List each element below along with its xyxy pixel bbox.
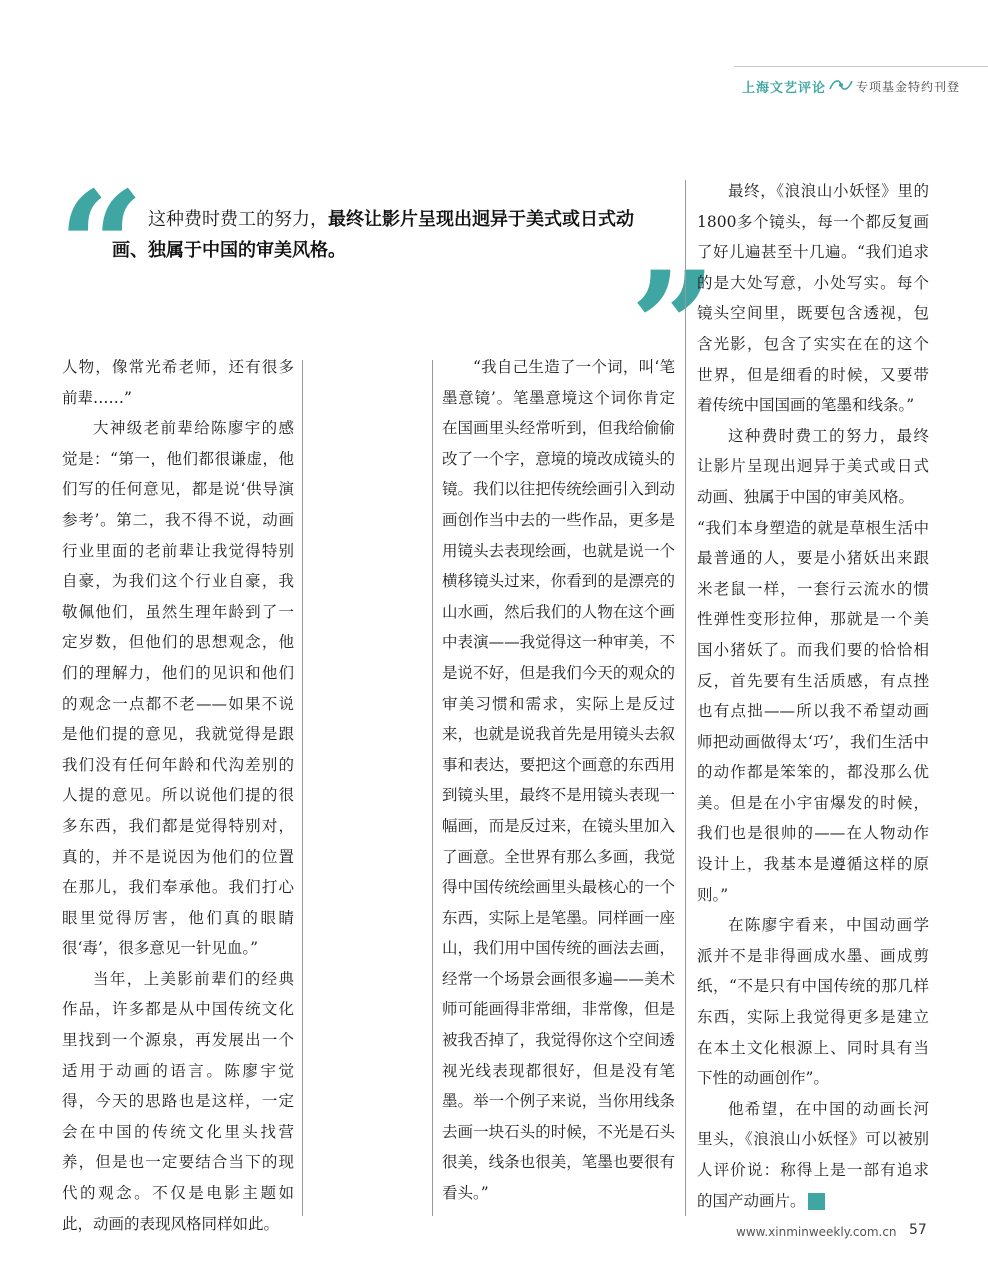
sponsor-brand: 上海文艺评论 bbox=[742, 81, 827, 96]
column-rule-middle bbox=[432, 360, 433, 1216]
close-quote-icon: ” bbox=[630, 239, 717, 415]
article-column-1 bbox=[62, 352, 294, 1239]
column-rule-right bbox=[685, 180, 686, 1216]
paragraph: 这种费时费工的努力，最终让影片呈现出迥异于美式或日式动画、独属于中国的审美风格。 bbox=[697, 426, 929, 506]
paragraph: 在陈廖宇看来，中国动画学派并不是非得画成水墨、画成剪纸，“不是只有中国传统的那几样东西，实际上我觉得更多是建立在本土文化根源上、同时具有当下性的动画创作”。 bbox=[697, 916, 929, 1088]
pull-quote-bold: 最终让影片呈现出迥异于美式或日式动画、独属于中国的审美风格。 bbox=[112, 209, 634, 261]
article-column-3 bbox=[697, 176, 929, 1216]
paragraph: “我自己生造了一个词，叫‘笔墨意镜’。笔墨意境这个词你肯定在国画里头经常听到，但我给偷偷改了一个字，意境的境改成镜头的镜。我们以往把传统绘画引入到动画创作当中去的一些作品，更多是用镜头去表现绘画，也就是说一个横移镜头过来，你看到的是漂亮的山水画，然后我们的人物在这个画中表演——我觉得这一种审美，不是说不好，但是我们今天的观众的审美习惯和需求，实际上是反过来，也就是说我首先是用镜头去叙事和表达，要把这个画意的东西用到镜头里，最终不是用镜头表现一幅画，而是反过来，在镜头里加入了画意。全世界有那么多画，我觉得中国传统绘画里头最核心的一个东西，实际上是笔墨。同样画一座山，我们用中国传统的画法去画，经常一个场景会画很多遍——美术师可能画得非常细，非常像，但是被我否掉了，我觉得你这个空间透视光线表现都很好，但是没有笔墨。举一个例子来说，当你用线条去画一块石头的时候，不光是石头很美，线条也很美，笔墨也要很有看头。” bbox=[442, 358, 675, 1203]
paragraph: 当年，上美影前辈们的经典作品，许多都是从中国传统文化里找到一个源泉，再发展出一个适用于动画的语言。陈廖宇觉得，今天的思路也是这样，一定会在中国的传统文化里头找营养，但是也一定要结合当下的现代的观念。不仅是电影主题如此，动画的表现风格同样如此。 bbox=[62, 969, 294, 1233]
footer-url: www.xinminweekly.com.cn bbox=[736, 1225, 897, 1239]
page-number: 57 bbox=[909, 1222, 927, 1238]
open-quote-icon: “ bbox=[58, 159, 145, 335]
column-rule-left bbox=[302, 360, 303, 1216]
sponsor-note: 专项基金特约刊登 bbox=[856, 80, 961, 94]
pull-quote bbox=[112, 204, 652, 266]
paragraph: 大神级老前辈给陈廖宇的感觉是：“第一，他们都很谦虚，他们写的任何意见，都是说‘供导演参考’。第二，我不得不说，动画行业里面的老前辈让我觉得特别自豪，为我们这个行业自豪，我敬佩他们，虽然生理年龄到了一定岁数，但他们的思想观念，他们的理解力，他们的见识和他们的观念一点都不老——如果不说是他们提的意见，我就觉得是跟我们没有任何年龄和代沟差别的人提的意见。所以说他们提的很多东西，我们都是觉得特别对，真的，并不是说因为他们的位置在那儿，我们奉承他。我们打心眼里觉得厉害，他们真的眼睛很‘毒’，很多意见一针见血。” bbox=[62, 419, 294, 958]
end-mark-icon: 民 bbox=[808, 1193, 825, 1210]
paragraph: 最终，《浪浪山小妖怪》里的1800多个镜头，每一个都反复画了好儿遍甚至十几遍。“我们追求的是大处写意，小处写实。每个镜头空间里，既要包含透视，包含光影，包含了实实在在的这个世界，但是细看的时候，又要带着传统中国国画的笔墨和线条。” bbox=[697, 182, 929, 415]
paragraph: 人物，像常光希老师，还有很多前辈……” bbox=[62, 358, 294, 407]
header-sponsor bbox=[734, 66, 988, 107]
paragraph-last bbox=[697, 1094, 929, 1216]
ornament-icon bbox=[828, 77, 854, 97]
paragraph-text: 他希望，在中国的动画长河里头，《浪浪山小妖怪》可以被别人评价说：称得上是一部有追求的国产动画片。 bbox=[697, 1099, 929, 1210]
article-column-2 bbox=[442, 352, 675, 1209]
paragraph: “我们本身塑造的就是草根生活中最普通的人，要是小猪妖出来跟米老鼠一样，一套行云流水的惯性弹性变形拉伸，那就是一个美国小猪妖了。而我们要的恰恰相反，首先要有生活质感，有点挫也有点拙——所以我不希望动画师把动画做得太‘巧’，我们生活中的动作都是笨笨的，都没那么优美。但是在小宇宙爆发的时候，我们也是很帅的——在人物动作设计上，我基本是遵循这样的原则。” bbox=[697, 518, 929, 904]
pull-quote-normal: 这种费时费工的努力， bbox=[148, 209, 328, 230]
